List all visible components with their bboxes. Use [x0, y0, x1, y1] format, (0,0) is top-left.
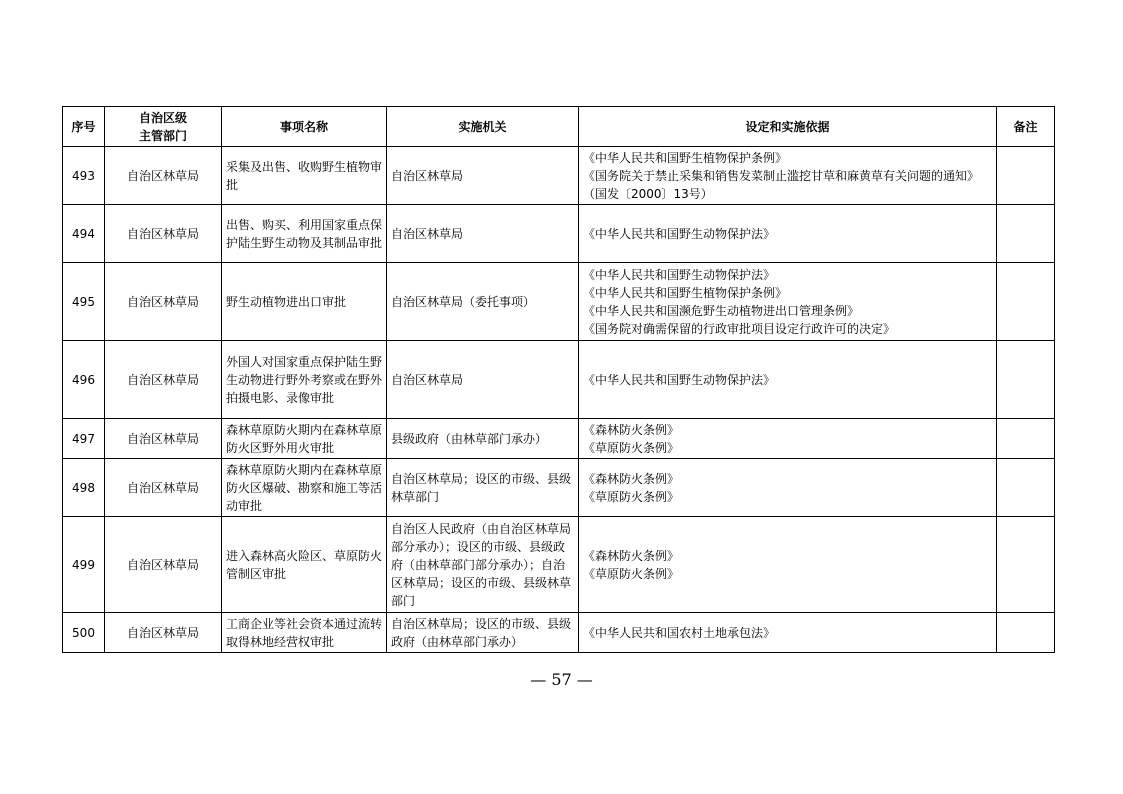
- cell-dept: 自治区林草局: [105, 205, 222, 263]
- table-row: [63, 205, 1055, 263]
- cell-dept: 自治区林草局: [105, 459, 222, 517]
- table-row: [63, 459, 1055, 517]
- cell-agency: 自治区人民政府（由自治区林草局部分承办）；设区的市级、县级政府（由林草部门部分承办）；自治区林草局；设区的市级、县级林草部门: [387, 517, 579, 613]
- basis-line: 《中华人民共和国野生动物保护法》: [583, 372, 776, 387]
- cell-dept: 自治区林草局: [105, 419, 222, 459]
- cell-agency: 自治区林草局（委托事项）: [387, 263, 579, 341]
- cell-basis: [579, 517, 997, 613]
- basis-line: 《森林防火条例》: [583, 471, 680, 486]
- basis-line: 《国务院关于禁止采集和销售发菜制止滥挖甘草和麻黄草有关问题的通知》（国发〔2000〕13号）: [583, 168, 980, 201]
- table-row: [63, 341, 1055, 419]
- cell-agency: 自治区林草局: [387, 341, 579, 419]
- cell-agency: 自治区林草局: [387, 147, 579, 205]
- cell-dept: 自治区林草局: [105, 341, 222, 419]
- cell-basis: [579, 263, 997, 341]
- cell-seq: 498: [63, 459, 105, 517]
- table-row: [63, 263, 1055, 341]
- basis-line: 《草原防火条例》: [583, 489, 680, 504]
- header-dept: [105, 107, 222, 147]
- header-item: 事项名称: [222, 107, 387, 147]
- basis-line: 《森林防火条例》: [583, 422, 680, 437]
- basis-line: 《中华人民共和国野生植物保护条例》: [583, 285, 788, 300]
- cell-agency: 县级政府（由林草部门承办）: [387, 419, 579, 459]
- cell-seq: 495: [63, 263, 105, 341]
- basis-line: 《中华人民共和国野生动物保护法》: [583, 226, 776, 241]
- cell-dept: 自治区林草局: [105, 517, 222, 613]
- basis-line: 《中华人民共和国野生植物保护条例》: [583, 150, 788, 165]
- cell-note: [997, 419, 1055, 459]
- approval-items-table: [62, 106, 1055, 653]
- table-row: [63, 517, 1055, 613]
- header-basis: 设定和实施依据: [579, 107, 997, 147]
- cell-note: [997, 263, 1055, 341]
- cell-basis: [579, 419, 997, 459]
- cell-basis: [579, 613, 997, 653]
- cell-agency: 自治区林草局；设区的市级、县级政府（由林草部门承办）: [387, 613, 579, 653]
- cell-note: [997, 613, 1055, 653]
- cell-note: [997, 341, 1055, 419]
- cell-dept: 自治区林草局: [105, 263, 222, 341]
- cell-note: [997, 205, 1055, 263]
- basis-line: 《中华人民共和国农村土地承包法》: [583, 625, 776, 640]
- cell-note: [997, 459, 1055, 517]
- cell-item: 出售、购买、利用国家重点保护陆生野生动物及其制品审批: [222, 205, 387, 263]
- cell-seq: 494: [63, 205, 105, 263]
- cell-seq: 493: [63, 147, 105, 205]
- basis-line: 《森林防火条例》: [583, 548, 680, 563]
- cell-item: 工商企业等社会资本通过流转取得林地经营权审批: [222, 613, 387, 653]
- basis-line: 《中华人民共和国濒危野生动植物进出口管理条例》: [583, 303, 860, 318]
- cell-dept: 自治区林草局: [105, 147, 222, 205]
- cell-seq: 497: [63, 419, 105, 459]
- cell-item: 森林草原防火期内在森林草原防火区爆破、勘察和施工等活动审批: [222, 459, 387, 517]
- cell-agency: 自治区林草局；设区的市级、县级林草部门: [387, 459, 579, 517]
- cell-item: 外国人对国家重点保护陆生野生动物进行野外考察或在野外拍摄电影、录像审批: [222, 341, 387, 419]
- cell-item: 进入森林高火险区、草原防火管制区审批: [222, 517, 387, 613]
- cell-agency: 自治区林草局: [387, 205, 579, 263]
- header-dept-line2: 主管部门: [138, 128, 187, 143]
- cell-item: 森林草原防火期内在森林草原防火区野外用火审批: [222, 419, 387, 459]
- page-number: — 57 —: [530, 670, 593, 689]
- header-note: 备注: [997, 107, 1055, 147]
- cell-seq: 500: [63, 613, 105, 653]
- cell-note: [997, 517, 1055, 613]
- cell-basis: [579, 341, 997, 419]
- header-agency: 实施机关: [387, 107, 579, 147]
- basis-line: 《国务院对确需保留的行政审批项目设定行政许可的决定》: [583, 321, 896, 336]
- table-header-row: [63, 107, 1055, 147]
- cell-note: [997, 147, 1055, 205]
- table-row: [63, 613, 1055, 653]
- basis-line: 《草原防火条例》: [583, 440, 680, 455]
- cell-seq: 499: [63, 517, 105, 613]
- cell-item: 野生动植物进出口审批: [222, 263, 387, 341]
- header-seq: 序号: [63, 107, 105, 147]
- cell-dept: 自治区林草局: [105, 613, 222, 653]
- cell-item: 采集及出售、收购野生植物审批: [222, 147, 387, 205]
- table-row: [63, 147, 1055, 205]
- cell-basis: [579, 205, 997, 263]
- cell-seq: 496: [63, 341, 105, 419]
- basis-line: 《中华人民共和国野生动物保护法》: [583, 267, 776, 282]
- basis-line: 《草原防火条例》: [583, 566, 680, 581]
- header-dept-line1: 自治区级: [138, 110, 187, 125]
- table-row: [63, 419, 1055, 459]
- cell-basis: [579, 147, 997, 205]
- cell-basis: [579, 459, 997, 517]
